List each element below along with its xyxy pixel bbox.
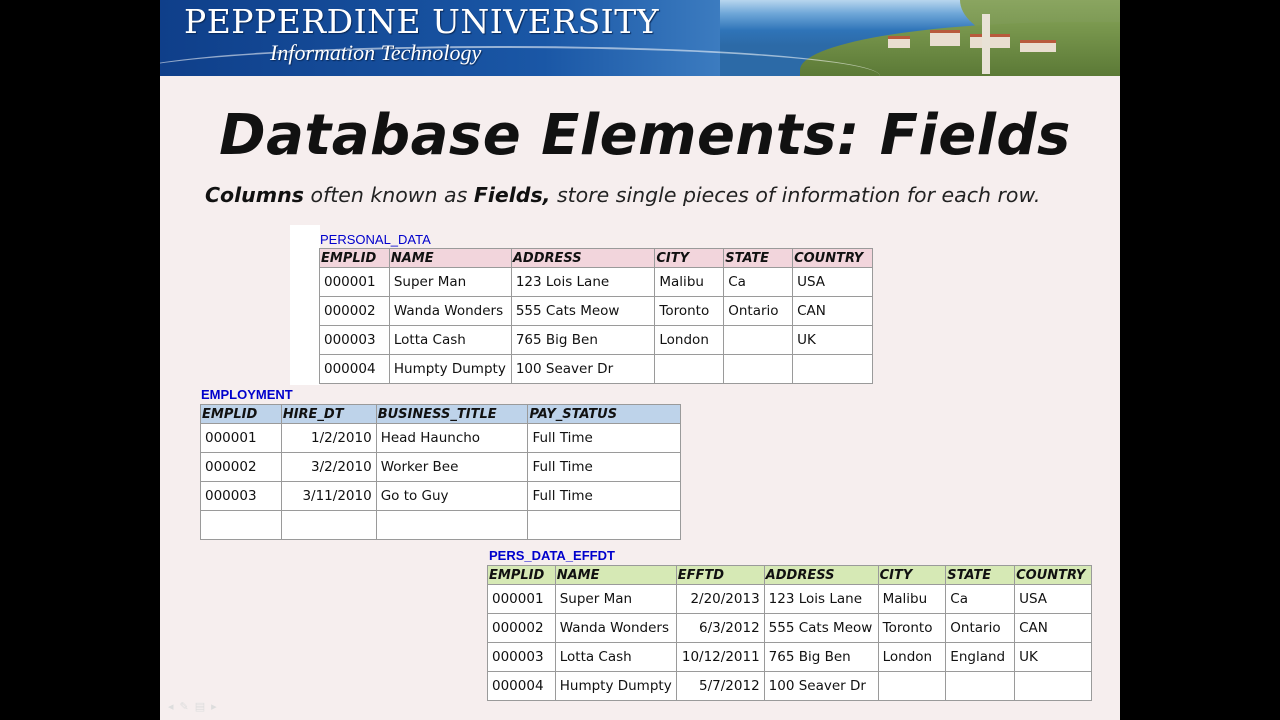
table-cell: Wanda Wonders bbox=[555, 614, 676, 643]
table-cell bbox=[793, 355, 873, 384]
table-cell bbox=[946, 672, 1015, 701]
column-header: EMPLID bbox=[201, 405, 282, 424]
table-cell: 000004 bbox=[320, 355, 390, 384]
university-name: PEPPERDINE UNIVERSITY bbox=[184, 2, 660, 41]
table-cell bbox=[201, 511, 282, 540]
table-row bbox=[201, 511, 681, 540]
table-cell: 3/11/2010 bbox=[281, 482, 376, 511]
previous-icon[interactable]: ◂ bbox=[168, 700, 180, 713]
table-cell: Head Hauncho bbox=[376, 424, 528, 453]
menu-icon[interactable]: ▤ bbox=[194, 700, 212, 713]
column-header: NAME bbox=[555, 566, 676, 585]
column-header: STATE bbox=[946, 566, 1015, 585]
table-cell: 555 Cats Meow bbox=[511, 297, 655, 326]
table-row bbox=[488, 585, 1092, 614]
table-cell: USA bbox=[793, 268, 873, 297]
table-row bbox=[320, 326, 873, 355]
table-header-row bbox=[488, 566, 1092, 585]
table-cell: Humpty Dumpty bbox=[389, 355, 511, 384]
table-cell bbox=[724, 326, 793, 355]
table-row bbox=[320, 297, 873, 326]
table-cell: Super Man bbox=[555, 585, 676, 614]
next-icon[interactable]: ▸ bbox=[211, 700, 223, 713]
table-cell: 100 Seaver Dr bbox=[764, 672, 878, 701]
table-cell: 000002 bbox=[488, 614, 556, 643]
table-cell: Ca bbox=[946, 585, 1015, 614]
table-cell: Toronto bbox=[655, 297, 724, 326]
slide bbox=[160, 0, 1120, 720]
pen-icon[interactable]: ✎ bbox=[179, 700, 195, 713]
column-header: EMPLID bbox=[488, 566, 556, 585]
slide-title: Database Elements: Fields bbox=[219, 103, 1071, 168]
table-row bbox=[320, 355, 873, 384]
table-cell: 000001 bbox=[320, 268, 390, 297]
column-header: COUNTRY bbox=[793, 249, 873, 268]
table-cell: UK bbox=[1015, 643, 1092, 672]
pers-data-effdt-table bbox=[487, 565, 1092, 701]
column-header: PAY_STATUS bbox=[528, 405, 681, 424]
table-cell: England bbox=[946, 643, 1015, 672]
table-cell: 3/2/2010 bbox=[281, 453, 376, 482]
table-cell: 000003 bbox=[488, 643, 556, 672]
table-row bbox=[488, 614, 1092, 643]
personal-data-table bbox=[319, 248, 873, 384]
column-header: COUNTRY bbox=[1015, 566, 1092, 585]
subtitle-text: often known as bbox=[303, 183, 474, 207]
table-cell: Toronto bbox=[878, 614, 946, 643]
column-header: BUSINESS_TITLE bbox=[376, 405, 528, 424]
table-cell: 10/12/2011 bbox=[676, 643, 764, 672]
table-cell: 1/2/2010 bbox=[281, 424, 376, 453]
table-row bbox=[201, 453, 681, 482]
table-cell: Go to Guy bbox=[376, 482, 528, 511]
table-cell: Full Time bbox=[528, 453, 681, 482]
table-cell: Wanda Wonders bbox=[389, 297, 511, 326]
table-row bbox=[320, 268, 873, 297]
subtitle-fields: Fields, bbox=[473, 183, 551, 207]
table-cell bbox=[376, 511, 528, 540]
campus-building bbox=[1020, 40, 1056, 52]
table-cell: Full Time bbox=[528, 424, 681, 453]
table-cell bbox=[655, 355, 724, 384]
table-cell: CAN bbox=[793, 297, 873, 326]
table-cell: Humpty Dumpty bbox=[555, 672, 676, 701]
column-header: CITY bbox=[878, 566, 946, 585]
table-cell: Malibu bbox=[878, 585, 946, 614]
table-cell: 000001 bbox=[488, 585, 556, 614]
table-backdrop bbox=[290, 225, 320, 385]
column-header: EMPLID bbox=[320, 249, 390, 268]
table-cell: 000003 bbox=[201, 482, 282, 511]
subtitle-columns: Columns bbox=[205, 183, 304, 207]
table-cell: USA bbox=[1015, 585, 1092, 614]
table-row bbox=[488, 643, 1092, 672]
personal-data-caption: PERSONAL_DATA bbox=[320, 232, 431, 247]
table-cell bbox=[528, 511, 681, 540]
table-cell bbox=[724, 355, 793, 384]
column-header: ADDRESS bbox=[511, 249, 655, 268]
pers-data-effdt-caption: PERS_DATA_EFFDT bbox=[489, 548, 615, 563]
table-cell: 100 Seaver Dr bbox=[511, 355, 655, 384]
table-row bbox=[201, 482, 681, 511]
campus-building bbox=[888, 36, 910, 48]
slideshow-nav-controls[interactable] bbox=[168, 700, 223, 713]
table-cell: 000001 bbox=[201, 424, 282, 453]
table-cell: Full Time bbox=[528, 482, 681, 511]
table-cell bbox=[1015, 672, 1092, 701]
campus-building bbox=[970, 34, 1010, 48]
subtitle-text: store single pieces of information for each row. bbox=[550, 183, 1041, 207]
table-header-row bbox=[201, 405, 681, 424]
table-cell: 5/7/2012 bbox=[676, 672, 764, 701]
column-header: HIRE_DT bbox=[281, 405, 376, 424]
table-cell: 000002 bbox=[201, 453, 282, 482]
table-cell: CAN bbox=[1015, 614, 1092, 643]
table-cell: Worker Bee bbox=[376, 453, 528, 482]
header-banner bbox=[160, 0, 1120, 76]
employment-caption: EMPLOYMENT bbox=[201, 387, 293, 402]
table-cell: 000003 bbox=[320, 326, 390, 355]
table-row bbox=[488, 672, 1092, 701]
slide-subtitle bbox=[205, 183, 1085, 207]
column-header: CITY bbox=[655, 249, 724, 268]
table-cell: 765 Big Ben bbox=[511, 326, 655, 355]
table-cell: Ontario bbox=[946, 614, 1015, 643]
campus-tower bbox=[982, 14, 990, 74]
department-name: Information Technology bbox=[270, 40, 482, 65]
table-cell: Malibu bbox=[655, 268, 724, 297]
table-cell: Super Man bbox=[389, 268, 511, 297]
table-cell: London bbox=[878, 643, 946, 672]
campus-building bbox=[930, 30, 960, 46]
column-header: EFFTD bbox=[676, 566, 764, 585]
table-cell: 555 Cats Meow bbox=[764, 614, 878, 643]
table-cell: 000002 bbox=[320, 297, 390, 326]
table-cell: Lotta Cash bbox=[389, 326, 511, 355]
table-cell bbox=[281, 511, 376, 540]
table-cell: London bbox=[655, 326, 724, 355]
table-cell: Ca bbox=[724, 268, 793, 297]
table-row bbox=[201, 424, 681, 453]
table-header-row bbox=[320, 249, 873, 268]
table-cell: 000004 bbox=[488, 672, 556, 701]
column-header: ADDRESS bbox=[764, 566, 878, 585]
table-cell: 123 Lois Lane bbox=[511, 268, 655, 297]
table-cell bbox=[878, 672, 946, 701]
table-cell: Lotta Cash bbox=[555, 643, 676, 672]
table-cell: UK bbox=[793, 326, 873, 355]
table-cell: Ontario bbox=[724, 297, 793, 326]
employment-table bbox=[200, 404, 681, 540]
table-cell: 123 Lois Lane bbox=[764, 585, 878, 614]
table-cell: 6/3/2012 bbox=[676, 614, 764, 643]
table-cell: 2/20/2013 bbox=[676, 585, 764, 614]
column-header: NAME bbox=[389, 249, 511, 268]
column-header: STATE bbox=[724, 249, 793, 268]
table-cell: 765 Big Ben bbox=[764, 643, 878, 672]
